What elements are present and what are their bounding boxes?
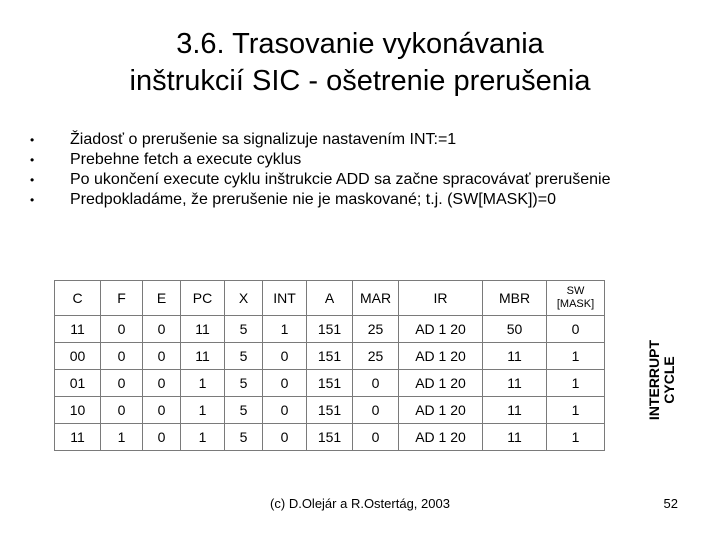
column-header: C xyxy=(55,281,101,316)
table-cell: 5 xyxy=(225,370,263,397)
column-header: INT xyxy=(263,281,307,316)
table-cell: 0 xyxy=(353,424,399,451)
table-cell: 01 xyxy=(55,370,101,397)
table-cell: 151 xyxy=(307,316,353,343)
page-number: 52 xyxy=(663,496,678,511)
table-cell: 25 xyxy=(353,316,399,343)
table-cell: 11 xyxy=(181,343,225,370)
column-header: IR xyxy=(399,281,483,316)
side-label-line-2: CYCLE xyxy=(661,356,677,404)
table-cell: 151 xyxy=(307,424,353,451)
table-cell: 1 xyxy=(547,370,605,397)
slide-title-line-1: 3.6. Trasovanie vykonávania xyxy=(176,28,544,60)
table-row xyxy=(55,343,605,370)
table-row xyxy=(55,370,605,397)
bullet-list xyxy=(26,130,666,210)
table-cell: 11 xyxy=(55,316,101,343)
sw-header-label: SW xyxy=(566,285,585,297)
table-cell: 25 xyxy=(353,343,399,370)
slide-title xyxy=(0,26,720,100)
table-cell: 0 xyxy=(547,316,605,343)
footer-copyright: (c) D.Olejár a R.Ostertág, 2003 xyxy=(270,496,450,511)
table-cell: 0 xyxy=(353,370,399,397)
column-header-sw-mask xyxy=(547,281,605,316)
table-header-row xyxy=(55,281,605,316)
table-cell: 11 xyxy=(483,397,547,424)
table-cell: AD 1 20 xyxy=(399,397,483,424)
trace-table-container xyxy=(54,280,605,451)
table-cell: 11 xyxy=(483,343,547,370)
bullet-item: • Prebehne fetch a execute cyklus xyxy=(26,150,666,170)
table-cell: 0 xyxy=(263,370,307,397)
column-header: MAR xyxy=(353,281,399,316)
table-cell: 0 xyxy=(263,397,307,424)
bullet-item: • Predpokladáme, že prerušenie nie je maskované; t.j. (SW[MASK])=0 xyxy=(26,190,666,210)
table-cell: AD 1 20 xyxy=(399,343,483,370)
table-row xyxy=(55,424,605,451)
trace-table xyxy=(54,280,605,451)
table-cell: 151 xyxy=(307,397,353,424)
table-cell: 0 xyxy=(143,397,181,424)
table-cell: 151 xyxy=(307,370,353,397)
column-header: X xyxy=(225,281,263,316)
table-cell: 0 xyxy=(143,343,181,370)
table-cell: 0 xyxy=(143,424,181,451)
table-cell: 5 xyxy=(225,343,263,370)
table-cell: 50 xyxy=(483,316,547,343)
bullet-item: • Žiadosť o prerušenie sa signalizuje nastavením INT:=1 xyxy=(26,130,666,150)
bullet-item: • Po ukončení execute cyklu inštrukcie ADD sa začne spracovávať prerušenie xyxy=(26,170,666,190)
table-cell: 1 xyxy=(547,424,605,451)
side-label-line-1: INTERRUPT xyxy=(646,339,662,421)
table-cell: 1 xyxy=(181,370,225,397)
table-cell: 1 xyxy=(101,424,143,451)
table-cell: AD 1 20 xyxy=(399,424,483,451)
table-cell: 1 xyxy=(181,397,225,424)
table-cell: AD 1 20 xyxy=(399,316,483,343)
table-cell: 0 xyxy=(143,370,181,397)
table-cell: 0 xyxy=(143,316,181,343)
column-header: PC xyxy=(181,281,225,316)
table-cell: 0 xyxy=(353,397,399,424)
table-cell: 1 xyxy=(547,343,605,370)
table-cell: 0 xyxy=(101,343,143,370)
table-row xyxy=(55,316,605,343)
interrupt-cycle-label xyxy=(647,340,677,420)
table-cell: 5 xyxy=(225,316,263,343)
table-cell: 1 xyxy=(263,316,307,343)
slide-title-line-2: inštrukcií SIC - ošetrenie prerušenia xyxy=(129,65,591,97)
table-cell: 151 xyxy=(307,343,353,370)
table-cell: 11 xyxy=(483,370,547,397)
column-header: E xyxy=(143,281,181,316)
sw-mask-header-label: [MASK] xyxy=(556,298,595,310)
table-row xyxy=(55,397,605,424)
table-cell: AD 1 20 xyxy=(399,370,483,397)
column-header: MBR xyxy=(483,281,547,316)
table-cell: 0 xyxy=(263,424,307,451)
table-cell: 5 xyxy=(225,397,263,424)
table-cell: 0 xyxy=(101,316,143,343)
column-header: F xyxy=(101,281,143,316)
table-cell: 0 xyxy=(101,397,143,424)
table-cell: 1 xyxy=(181,424,225,451)
table-cell: 5 xyxy=(225,424,263,451)
table-cell: 1 xyxy=(547,397,605,424)
table-cell: 11 xyxy=(181,316,225,343)
table-cell: 11 xyxy=(483,424,547,451)
column-header: A xyxy=(307,281,353,316)
table-cell: 11 xyxy=(55,424,101,451)
table-cell: 0 xyxy=(263,343,307,370)
table-cell: 10 xyxy=(55,397,101,424)
table-cell: 0 xyxy=(101,370,143,397)
table-cell: 00 xyxy=(55,343,101,370)
